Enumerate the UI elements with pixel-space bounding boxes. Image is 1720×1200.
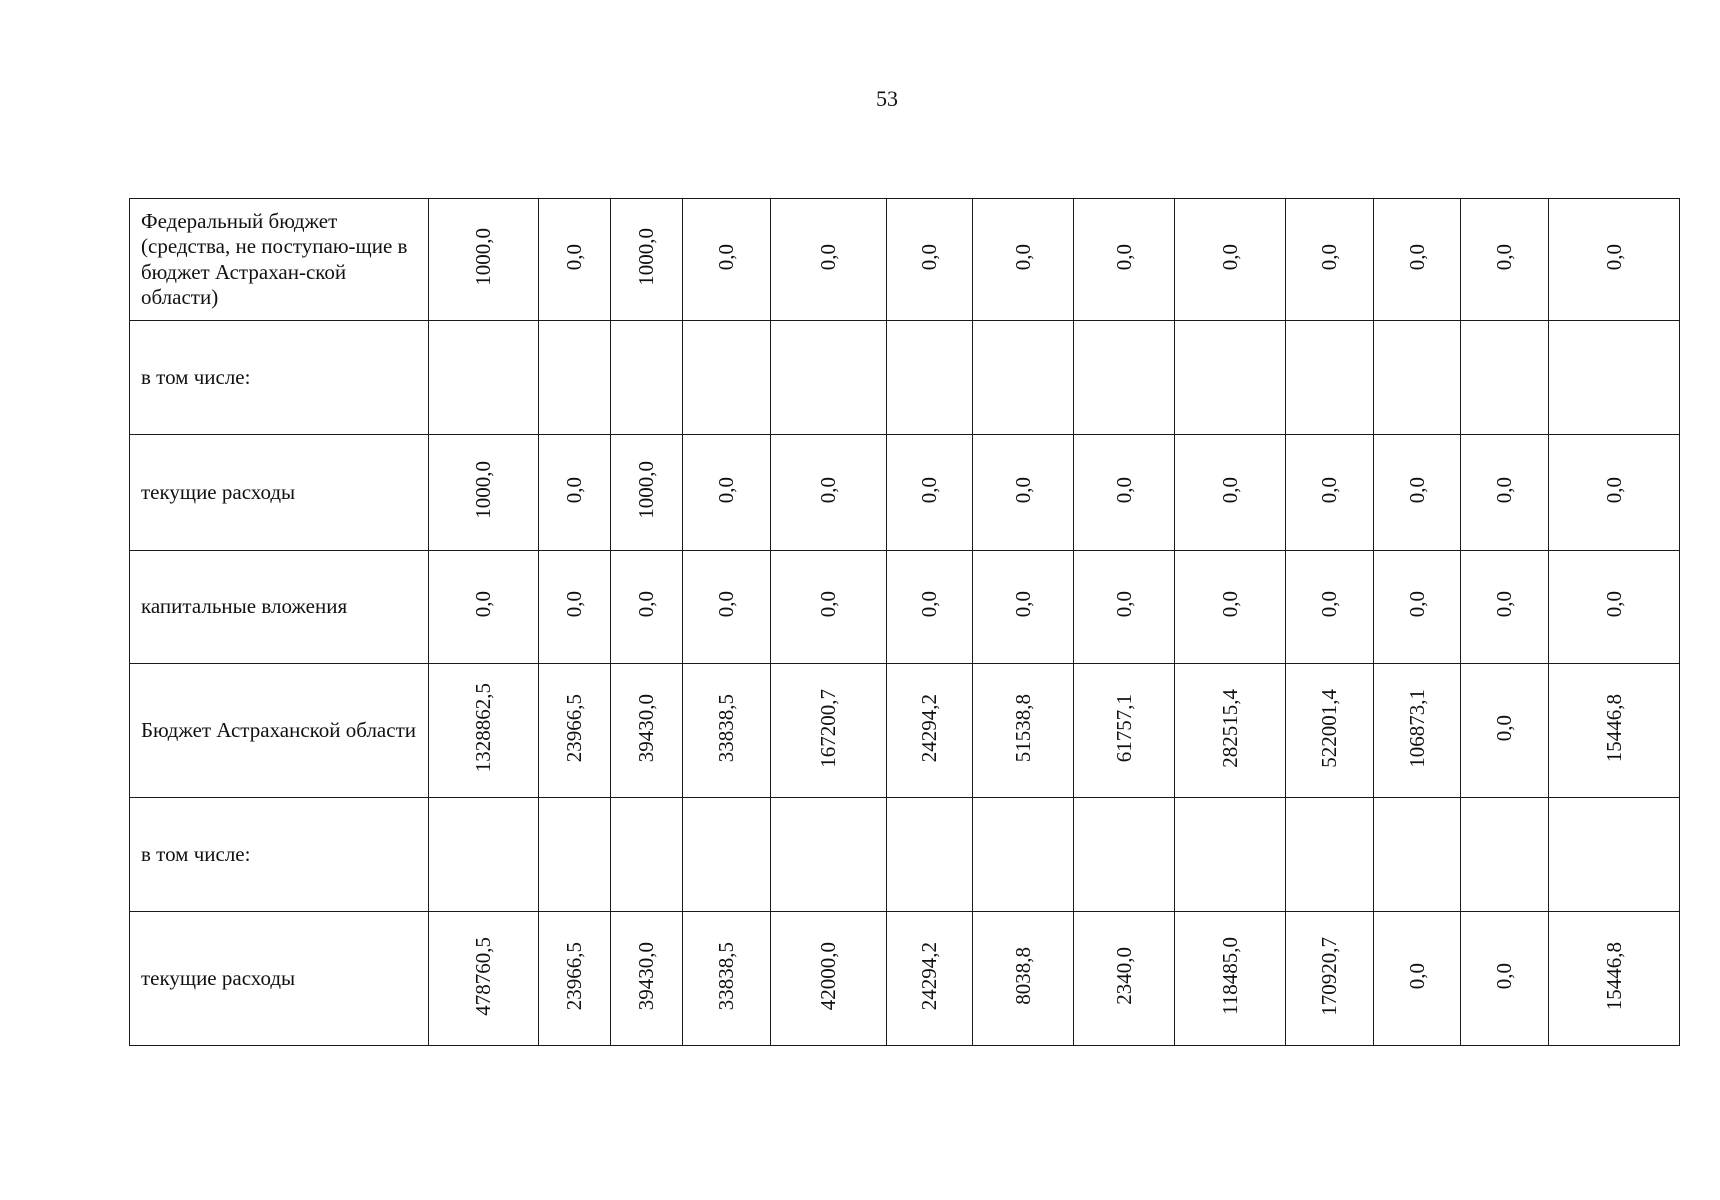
value-cell [1074,435,1175,551]
value-cell [771,912,887,1046]
value-cell [1549,912,1680,1046]
value-cell [539,435,611,551]
value-cell [611,199,683,321]
cell-value: 0,0 [1317,476,1341,504]
value-cell [1074,664,1175,798]
table-row [130,551,1680,664]
value-cell [1175,435,1286,551]
cell-value: 0,0 [562,591,586,618]
cell-value: 0,0 [1217,591,1242,618]
cell-value: 1328862,5 [471,683,495,773]
cell-value: 0,0 [1404,591,1429,618]
value-cell [683,435,771,551]
cell-value: 0,0 [1010,476,1035,504]
value-cell [887,798,973,912]
cell-value: 0,0 [1404,962,1429,990]
value-cell [1074,321,1175,435]
table-row [130,199,1680,321]
cell-value: 106873,1 [1404,688,1429,768]
value-cell [683,321,771,435]
value-cell [1374,435,1461,551]
cell-value: 0,0 [1492,243,1516,271]
row-label: в том числе: [130,321,429,435]
cell-value: 33838,5 [714,693,738,763]
cell-value: 118485,0 [1217,937,1242,1015]
cell-value: 0,0 [816,243,840,271]
value-cell [973,912,1074,1046]
value-cell [1374,321,1461,435]
cell-value: 0,0 [1217,243,1242,271]
cell-value: 0,0 [917,243,941,271]
value-cell [771,798,887,912]
value-cell [539,321,611,435]
value-cell [611,912,683,1046]
value-cell [1175,321,1286,435]
value-cell [1286,912,1374,1046]
cell-value: 24294,2 [917,941,941,1011]
table-row [130,664,1680,798]
cell-value: 0,0 [1492,591,1516,618]
value-cell [1461,199,1549,321]
value-cell [887,664,973,798]
value-cell [1175,199,1286,321]
cell-value: 0,0 [917,591,941,618]
value-cell [1074,912,1175,1046]
value-cell [973,321,1074,435]
cell-value: 0,0 [1111,591,1136,618]
cell-value: 33838,5 [714,941,738,1011]
value-cell [771,435,887,551]
cell-value: 0,0 [1601,591,1626,618]
value-cell [1461,798,1549,912]
value-cell [429,321,539,435]
table-row [130,321,1680,435]
cell-value: 2340,0 [1111,947,1136,1005]
value-cell [1461,664,1549,798]
value-cell [611,551,683,664]
value-cell [1549,551,1680,664]
value-cell [611,798,683,912]
value-cell [887,912,973,1046]
value-cell [539,199,611,321]
value-cell [771,551,887,664]
value-cell [683,798,771,912]
cell-value: 1000,0 [471,228,495,286]
cell-value: 0,0 [1492,476,1516,504]
cell-value: 15446,8 [1601,693,1626,763]
cell-value: 0,0 [471,591,495,618]
value-cell [1374,798,1461,912]
row-label: текущие расходы [130,435,429,551]
cell-value: 0,0 [1492,714,1516,742]
value-cell [887,199,973,321]
value-cell [611,321,683,435]
cell-value: 0,0 [714,476,738,504]
cell-value: 0,0 [1601,243,1626,271]
cell-value: 23966,5 [562,693,586,763]
value-cell [887,321,973,435]
budget-table [129,198,1680,1046]
cell-value: 23966,5 [562,941,586,1011]
value-cell [429,199,539,321]
value-cell [539,551,611,664]
value-cell [429,435,539,551]
cell-value: 0,0 [1111,243,1136,271]
value-cell [1374,551,1461,664]
value-cell [1286,664,1374,798]
table-row [130,798,1680,912]
value-cell [539,912,611,1046]
table-row [130,435,1680,551]
cell-value: 0,0 [1217,476,1242,504]
value-cell [973,199,1074,321]
cell-value: 0,0 [634,591,658,618]
cell-value: 61757,1 [1111,693,1136,763]
value-cell [1549,435,1680,551]
row-label: текущие расходы [130,912,429,1046]
value-cell [1175,551,1286,664]
value-cell [1374,664,1461,798]
value-cell [683,664,771,798]
value-cell [1549,798,1680,912]
value-cell [429,912,539,1046]
cell-value: 0,0 [1404,476,1429,504]
value-cell [1461,551,1549,664]
page-number: 53 [876,86,898,111]
value-cell [539,798,611,912]
value-cell [771,664,887,798]
cell-value: 0,0 [714,243,738,271]
cell-value: 1000,0 [471,461,495,519]
value-cell [1074,798,1175,912]
cell-value: 0,0 [1601,476,1626,504]
value-cell [1549,199,1680,321]
cell-value: 0,0 [1492,962,1516,990]
cell-value: 0,0 [816,476,840,504]
value-cell [1175,664,1286,798]
cell-value: 39430,0 [634,941,658,1011]
cell-value: 170920,7 [1317,936,1341,1016]
cell-value: 39430,0 [634,693,658,763]
cell-value: 0,0 [1317,591,1341,618]
value-cell [611,435,683,551]
value-cell [1074,199,1175,321]
cell-value: 42000,0 [816,941,840,1011]
value-cell [1374,199,1461,321]
value-cell [973,798,1074,912]
table-row [130,912,1680,1046]
value-cell [973,551,1074,664]
value-cell [887,551,973,664]
value-cell [1461,912,1549,1046]
value-cell [683,199,771,321]
value-cell [429,551,539,664]
cell-value: 522001,4 [1317,688,1341,768]
cell-value: 0,0 [1111,476,1136,504]
value-cell [1175,798,1286,912]
cell-value: 1000,0 [634,461,658,519]
cell-value: 51538,8 [1010,693,1035,763]
value-cell [1074,551,1175,664]
value-cell [973,435,1074,551]
value-cell [1461,321,1549,435]
value-cell [973,664,1074,798]
value-cell [1286,551,1374,664]
row-label: Бюджет Астраханской области [130,664,429,798]
value-cell [887,435,973,551]
cell-value: 167200,7 [816,688,840,768]
value-cell [1549,321,1680,435]
table-body [130,199,1680,1046]
cell-value: 0,0 [562,476,586,504]
cell-value: 0,0 [816,591,840,618]
cell-value: 8038,8 [1010,947,1035,1005]
value-cell [539,664,611,798]
value-cell [1175,912,1286,1046]
cell-value: 15446,8 [1601,941,1626,1011]
row-label: Федеральный бюджет (средства, не поступаю-щие в бюджет Астрахан-ской области) [130,199,429,321]
value-cell [771,199,887,321]
value-cell [1286,435,1374,551]
value-cell [683,912,771,1046]
cell-value: 0,0 [1010,591,1035,618]
row-label: капитальные вложения [130,551,429,664]
cell-value: 24294,2 [917,693,941,763]
value-cell [683,551,771,664]
value-cell [429,798,539,912]
value-cell [1461,435,1549,551]
value-cell [1549,664,1680,798]
cell-value: 0,0 [917,476,941,504]
cell-value: 478760,5 [471,936,495,1016]
value-cell [1374,912,1461,1046]
row-label: в том числе: [130,798,429,912]
cell-value: 282515,4 [1217,688,1242,768]
cell-value: 0,0 [714,591,738,618]
cell-value: 0,0 [562,243,586,271]
cell-value: 0,0 [1010,243,1035,271]
cell-value: 0,0 [1317,243,1341,271]
cell-value: 1000,0 [634,228,658,286]
cell-value: 0,0 [1404,243,1429,271]
value-cell [611,664,683,798]
value-cell [1286,798,1374,912]
value-cell [1286,321,1374,435]
value-cell [1286,199,1374,321]
value-cell [771,321,887,435]
value-cell [429,664,539,798]
